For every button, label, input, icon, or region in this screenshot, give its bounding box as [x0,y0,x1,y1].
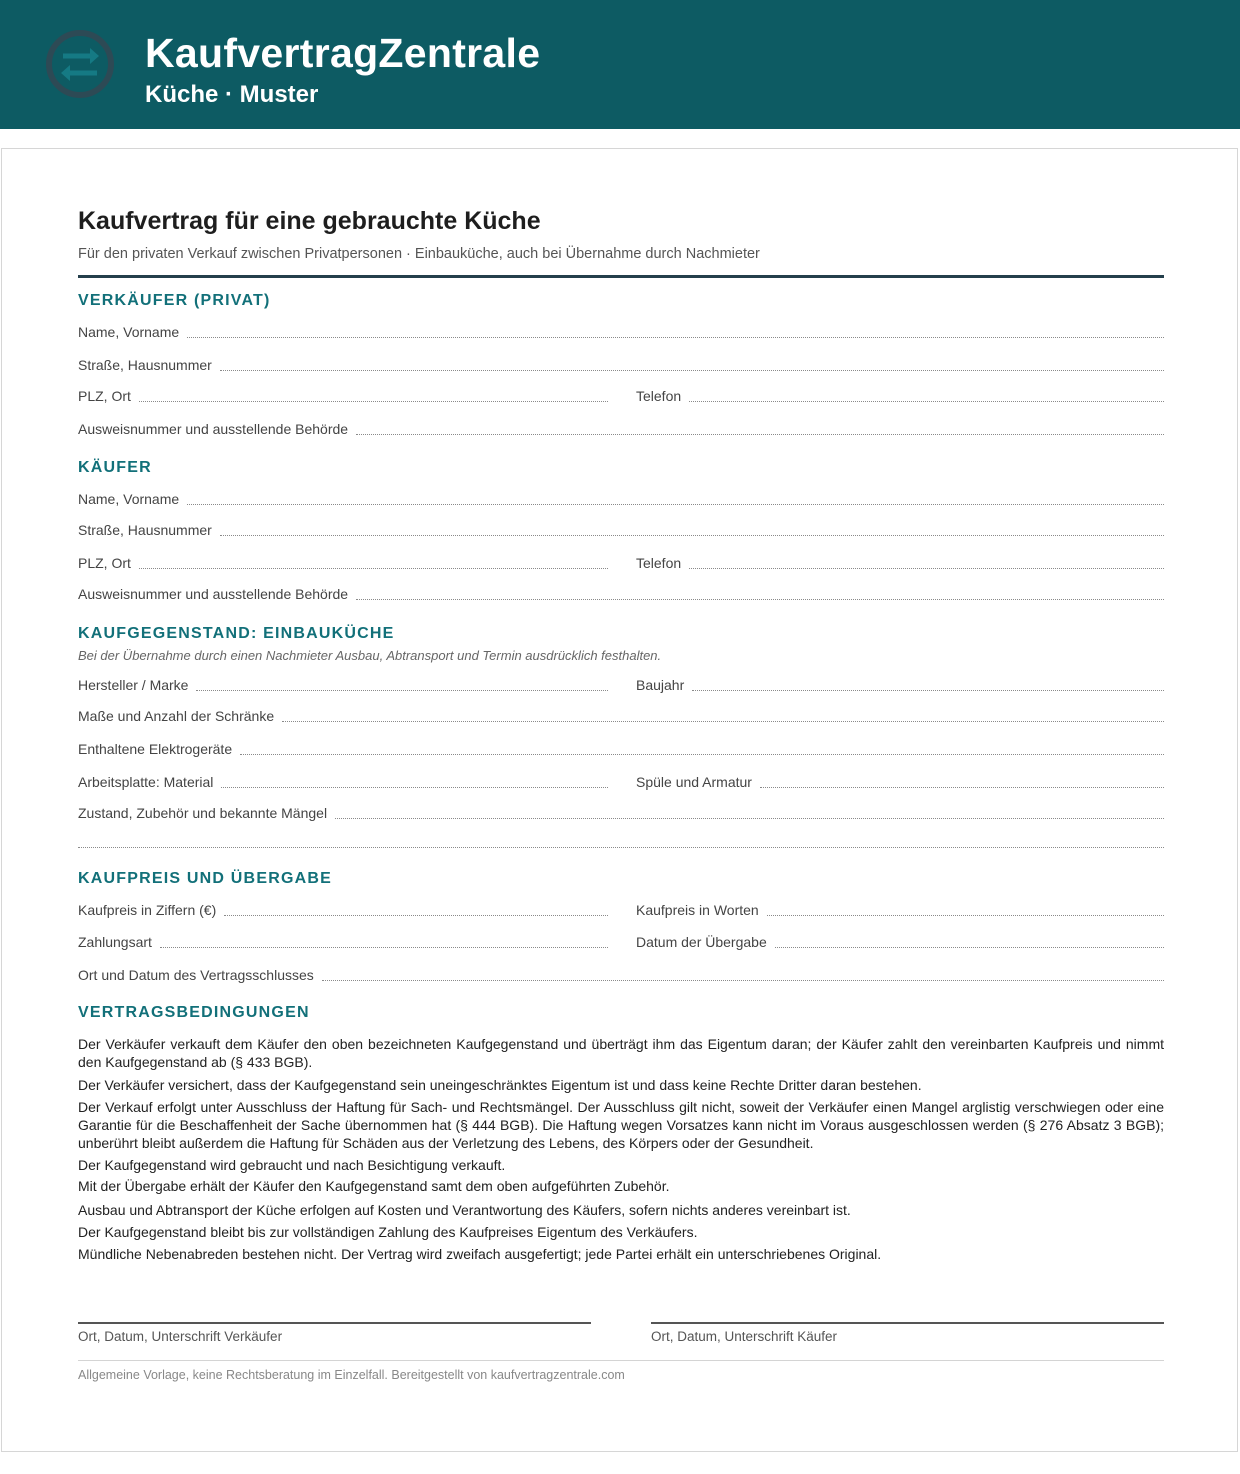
seller-street-field[interactable] [78,353,1164,373]
fill-line[interactable] [221,786,608,788]
title-divider [78,275,1164,278]
item-note: Bei der Übernahme durch einen Nachmieter Ausbau, Abtransport und Termin ausdrücklich festhalten. [78,648,662,663]
buyer-phone-field[interactable] [636,551,1164,571]
sink-field[interactable] [636,770,1164,790]
fill-line[interactable] [356,433,1164,435]
field-label: Kaufpreis in Ziffern (€) [78,902,217,918]
price-figures-field[interactable] [78,898,608,918]
fill-line[interactable] [689,567,1164,569]
buyer-id-field[interactable] [78,582,1164,602]
fill-line[interactable] [775,946,1164,948]
price-heading: KAUFPREIS UND ÜBERGABE [78,870,332,887]
manufacturer-field[interactable] [78,673,608,693]
fill-line[interactable] [224,914,608,916]
terms-clause: Ausbau und Abtransport der Küche erfolgen auf Kosten und Verantwortung des Käufers, sofern nichts anderes vereinbart ist. [78,1202,851,1218]
year-field[interactable] [636,673,1164,693]
terms-clause: Mit der Übergabe erhält der Käufer den Kaufgegenstand samt dem oben aufgeführten Zubehör. [78,1178,670,1194]
condition-extra-line[interactable] [78,847,1164,848]
seller-signature-line[interactable] [78,1322,591,1324]
field-label: Ausweisnummer und ausstellende Behörde [78,586,349,602]
terms-heading: VERTRAGSBEDINGUNGEN [78,1004,310,1021]
field-label: Ausweisnummer und ausstellende Behörde [78,421,349,437]
condition-field[interactable] [78,801,1164,821]
dimensions-field[interactable] [78,704,1164,724]
field-label: Enthaltene Elektrogeräte [78,741,233,757]
swap-arrows-icon [45,29,115,99]
price-words-field[interactable] [636,898,1164,918]
appliances-field[interactable] [78,737,1164,757]
buyer-street-field[interactable] [78,518,1164,538]
fill-line[interactable] [240,753,1164,755]
field-label: Straße, Hausnummer [78,357,212,373]
document-title: Kaufvertrag für eine gebrauchte Küche [78,207,541,235]
buyer-name-field[interactable] [78,487,1164,507]
terms-clause: Der Verkauf erfolgt unter Ausschluss der Haftung für Sach- und Rechtsmängel. Der Ausschluss gilt nicht, soweit der Verkäufer einen Mangel arglistig verschwiegen oder eine Garantie für die Beschaffenheit der Sache übernommen hat (§ 444 BGB). Die Haftung wegen Vorsatzes kann nicht im Voraus ausgeschlossen werden (§ 276 Absatz 3 BGB); unberührt bleibt außerdem die Haftung für Schäden aus der Verletzung des Lebens, des Körpers oder der Gesundheit. [78,1099,1164,1151]
fill-line[interactable] [356,598,1164,600]
field-label: Baujahr [636,677,685,693]
terms-clause: Der Verkäufer verkauft dem Käufer den oben bezeichneten Kaufgegenstand und überträgt ihm das Eigentum daran; der Käufer zahlt den vereinbarten Kaufpreis und nimmt den Kaufgegenstand ab (§ 433 BGB). [78,1036,1164,1070]
field-label: Datum der Übergabe [636,934,767,950]
terms-clause: Der Verkäufer versichert, dass der Kaufgegenstand sein uneingeschränktes Eigentum ist und dass keine Rechte Dritter daran bestehen. [78,1077,922,1093]
field-label: Hersteller / Marke [78,677,189,693]
item-heading: KAUFGEGENSTAND: EINBAUKÜCHE [78,625,395,642]
field-label: Name, Vorname [78,491,180,507]
buyer-signature-line[interactable] [651,1322,1164,1324]
terms-clause: Der Kaufgegenstand wird gebraucht und nach Besichtigung verkauft. [78,1157,506,1173]
seller-name-field[interactable] [78,320,1164,340]
seller-phone-field[interactable] [636,384,1164,404]
field-label: Straße, Hausnummer [78,522,212,538]
fill-line[interactable] [187,336,1164,338]
fill-line[interactable] [689,400,1164,402]
field-label: Spüle und Armatur [636,774,752,790]
seller-id-field[interactable] [78,417,1164,437]
field-label: Arbeitsplatte: Material [78,774,214,790]
fill-line[interactable] [282,720,1164,722]
terms-clause: Der Kaufgegenstand bleibt bis zur vollständigen Zahlung des Kaufpreises Eigentum des Verkäufers. [78,1224,698,1240]
fill-line[interactable] [220,369,1164,371]
field-label: Zahlungsart [78,934,152,950]
field-label: Name, Vorname [78,324,180,340]
field-label: Telefon [636,388,682,404]
field-label: Ort und Datum des Vertragsschlusses [78,967,314,983]
worktop-field[interactable] [78,770,608,790]
payment-field[interactable] [78,930,608,950]
fill-line[interactable] [322,979,1164,981]
fill-line[interactable] [335,817,1164,819]
terms-clause: Mündliche Nebenabreden bestehen nicht. Der Vertrag wird zweifach ausgefertigt; jede Partei erhält ein unterschriebenes Original. [78,1246,882,1262]
fill-line[interactable] [139,567,608,569]
handover-date-field[interactable] [636,930,1164,950]
field-label: Telefon [636,555,682,571]
buyer-city-field[interactable] [78,551,608,571]
fill-line[interactable] [767,914,1164,916]
seller-signature-label: Ort, Datum, Unterschrift Verkäufer [78,1329,283,1344]
footer-text: Allgemeine Vorlage, keine Rechtsberatung im Einzelfall. Bereitgestellt von kaufvertragzentrale.com [78,1368,625,1382]
seller-heading: VERKÄUFER (PRIVAT) [78,292,271,309]
field-label: Kaufpreis in Worten [636,902,759,918]
fill-line[interactable] [692,689,1164,691]
field-label: PLZ, Ort [78,388,131,404]
field-label: Zustand, Zubehör und bekannte Mängel [78,805,328,821]
header-banner [0,0,1240,129]
fill-line[interactable] [220,534,1164,536]
buyer-heading: KÄUFER [78,459,152,476]
fill-line[interactable] [196,689,608,691]
fill-line[interactable] [160,946,608,948]
field-label: Maße und Anzahl der Schränke [78,708,275,724]
footer-divider [78,1360,1164,1361]
field-label: PLZ, Ort [78,555,131,571]
brand-name: KaufvertragZentrale [145,30,541,76]
fill-line[interactable] [139,400,608,402]
seller-city-field[interactable] [78,384,608,404]
buyer-signature-label: Ort, Datum, Unterschrift Käufer [651,1329,838,1344]
fill-line[interactable] [187,503,1164,505]
contract-place-date-field[interactable] [78,963,1164,983]
brand-subtitle: Küche · Muster [145,81,319,108]
document-subtitle: Für den privaten Verkauf zwischen Privatpersonen · Einbauküche, auch bei Übernahme durch Nachmieter [78,246,760,262]
fill-line[interactable] [760,786,1164,788]
